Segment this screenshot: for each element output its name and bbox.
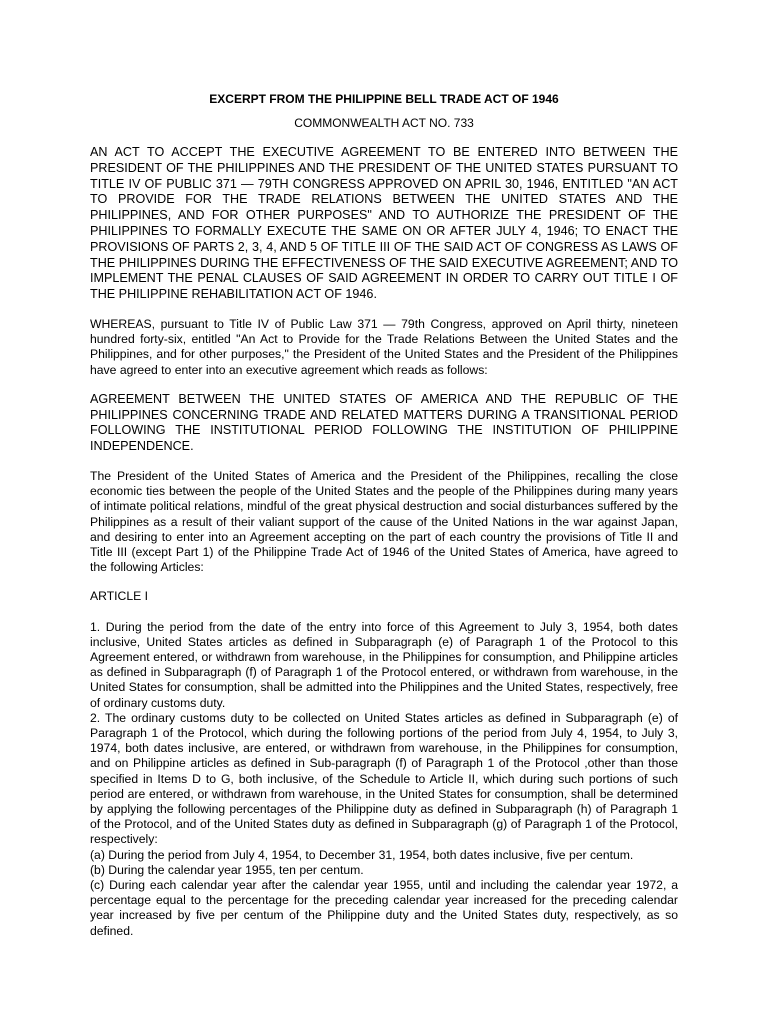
article-label: ARTICLE I [90,589,149,604]
act-heading: AN ACT TO ACCEPT THE EXECUTIVE AGREEMENT TO BE ENTERED INTO BETWEEN THE PRESIDENT OF THE PHILIPPINES AND THE PRESIDENT OF THE UNITED STATES PURSUANT TO TITLE IV OF PUBLIC 371 — 79TH CONGRESS APPROVED ON APRIL 30, 1946, ENTITLED "AN ACT TO PROVIDE FOR THE TRADE RELATIONS BETWEEN THE UNITED STATES AND THE PHILIPPINES, AND FOR OTHER PURPOSES" AND TO AUTHORIZE THE PRESIDENT OF THE PHILIPPINES TO FORMALLY EXECUTE THE SAME ON OR AFTER JULY 4, 1946; TO ENACT THE PROVISIONS OF PARTS 2, 3, 4, AND 5 OF TITLE III OF THE SAID ACT OF CONGRESS AS LAWS OF THE PHILIPPINES DURING THE EFFECTIVENESS OF THE SAID EXECUTIVE AGREEMENT; AND TO IMPLEMENT THE PENAL CLAUSES OF SAID AGREEMENT IN ORDER TO CARRY OUT TITLE I OF THE PHILIPPINE REHABILITATION ACT OF 1946. [90,145,678,302]
whereas-clause: WHEREAS, pursuant to Title IV of Public Law 371 — 79th Congress, approved on April thirty, nineteen hundred forty-six, entitled "An Act to Provide for the Trade Relations Between the United States and the Philippines, and for other purposes," the President of the United States and the President of the Philippines have agreed to enter into an executive agreement which reads as follows: [90,316,678,377]
item-c: (c) During each calendar year after the calendar year 1955, until and including the calendar year 1972, a percentage equal to the percentage for the preceding calendar year increased for the preceding calendar year increased by five per centum of the Philippine duty and the United States duty, respectively, as so defined. [90,878,678,938]
paragraph-1: 1. During the period from the date of the entry into force of this Agreement to July 3, 1954, both dates inclusive, United States articles as defined in Subparagraph (e) of Paragraph 1 of the Protocol to this Agreement entered, or withdrawn from warehouse, in the Philippines for consumption, and Philippine articles as defined in Subparagraph (f) of Paragraph 1 of the Protocol entered, or withdrawn from warehouse, in the United States for consumption, shall be admitted into the Philippines and the United States, respectively, free of ordinary customs duty. [90,619,678,710]
item-a: (a) During the period from July 4, 1954, to December 31, 1954, both dates inclusive, five per centum. [90,847,634,862]
item-b: (b) During the calendar year 1955, ten per centum. [90,862,364,877]
paragraph-2: 2. The ordinary customs duty to be collected on United States articles as defined in Subparagraph (e) of Paragraph 1 of the Protocol, which during the following portions of the period from July 4, 1954, to July 3, 1974, both dates inclusive, are entered, or withdrawn from warehouse, in the Philippines for consumption, and on Philippine articles as defined in Sub-paragraph (f) of Paragraph 1 of the Protocol ,other than those specified in Items D to G, both inclusive, of the Schedule to Article II, which during such portions of such period are entered, or withdrawn from warehouse, in the United States for consumption, shall be determined by applying the following percentages of the Philippine duty as defined in Subparagraph (h) of Paragraph 1 of the Protocol, and of the United States duty as defined in Subparagraph (g) of Paragraph 1 of the Protocol, respectively: [90,710,678,847]
document-subtitle: COMMONWEALTH ACT NO. 733 [294,116,474,130]
agreement-heading: AGREEMENT BETWEEN THE UNITED STATES OF AMERICA AND THE REPUBLIC OF THE PHILIPPINES CONCERNING TRADE AND RELATED MATTERS DURING A TRANSITIONAL PERIOD FOLLOWING THE INSTITUTIONAL PERIOD FOLLOWING THE INSTITUTION OF PHILIPPINE INDEPENDENCE. [90,391,678,454]
preamble-paragraph: The President of the United States of America and the President of the Philippines, recalling the close economic ties between the people of the United States and the people of the Philippines during many years of intimate political relations, mindful of the great physical destruction and social disturbances suffered by the Philippines as a result of their valiant support of the cause of the United Nations in the war against Japan, and desiring to enter into an Agreement accepting on the part of each country the provisions of Title II and Title III (except Part 1) of the Philippine Trade Act of 1946 of the United States of America, have agreed to the following Articles: [90,468,678,575]
document-title: EXCERPT FROM THE PHILIPPINE BELL TRADE ACT OF 1946 [209,92,559,106]
